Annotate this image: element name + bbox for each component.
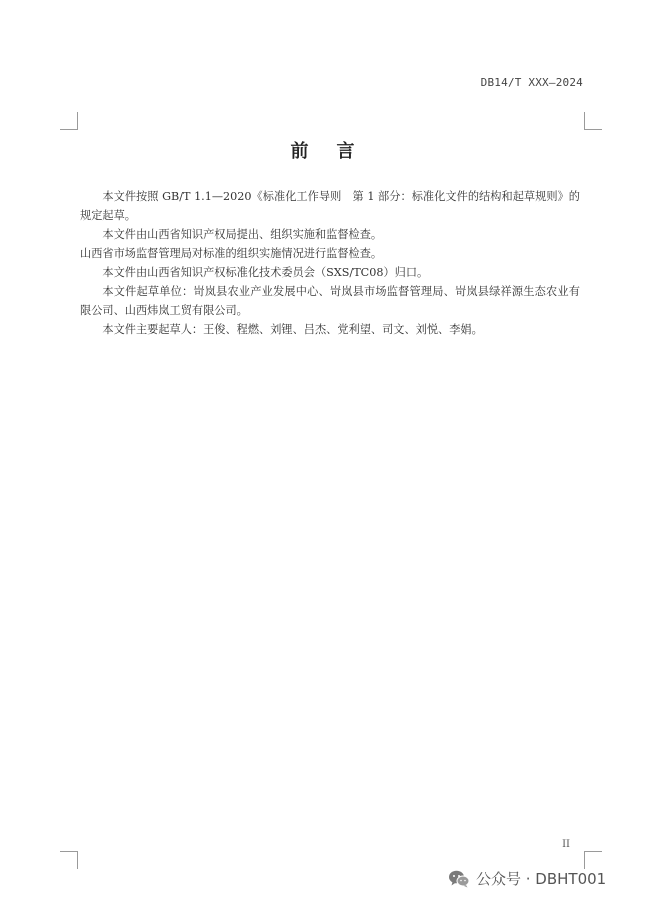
paragraph-proposer: 本文件由山西省知识产权局提出、组织实施和监督检查。 bbox=[102, 228, 383, 241]
foreword-body bbox=[80, 187, 580, 339]
crop-mark-bottom-left bbox=[60, 851, 78, 869]
paragraph-committee: 本文件由山西省知识产权标准化技术委员会（SXS/TC08）归口。 bbox=[102, 266, 429, 279]
paragraph-drafting-rules: 本文件按照 GB/T 1.1—2020《标准化工作导则 第 1 部分：标准化文件的结构和起草规则》的规定起草。 bbox=[80, 190, 580, 222]
crop-mark-top-right bbox=[584, 112, 602, 130]
document-code: DB14/T XXX—2024 bbox=[480, 76, 583, 89]
paragraph-drafters: 本文件主要起草人：王俊、程燃、刘锂、吕杰、党利望、司文、刘悦、李娟。 bbox=[102, 323, 483, 336]
wechat-icon bbox=[448, 869, 470, 889]
page-number: II bbox=[562, 839, 570, 850]
crop-mark-bottom-right bbox=[584, 851, 602, 869]
crop-mark-top-left bbox=[60, 112, 78, 130]
watermark bbox=[448, 868, 606, 889]
page-title: 前言 bbox=[290, 141, 383, 162]
watermark-text: 公众号 · DBHT001 bbox=[476, 870, 607, 888]
paragraph-drafting-units: 本文件起草单位：岢岚县农业产业发展中心、岢岚县市场监督管理局、岢岚县绿祥源生态农业有限公司、山西炜岚工贸有限公司。 bbox=[80, 285, 580, 317]
paragraph-supervision: 山西省市场监督管理局对标准的组织实施情况进行监督检查。 bbox=[80, 247, 383, 260]
